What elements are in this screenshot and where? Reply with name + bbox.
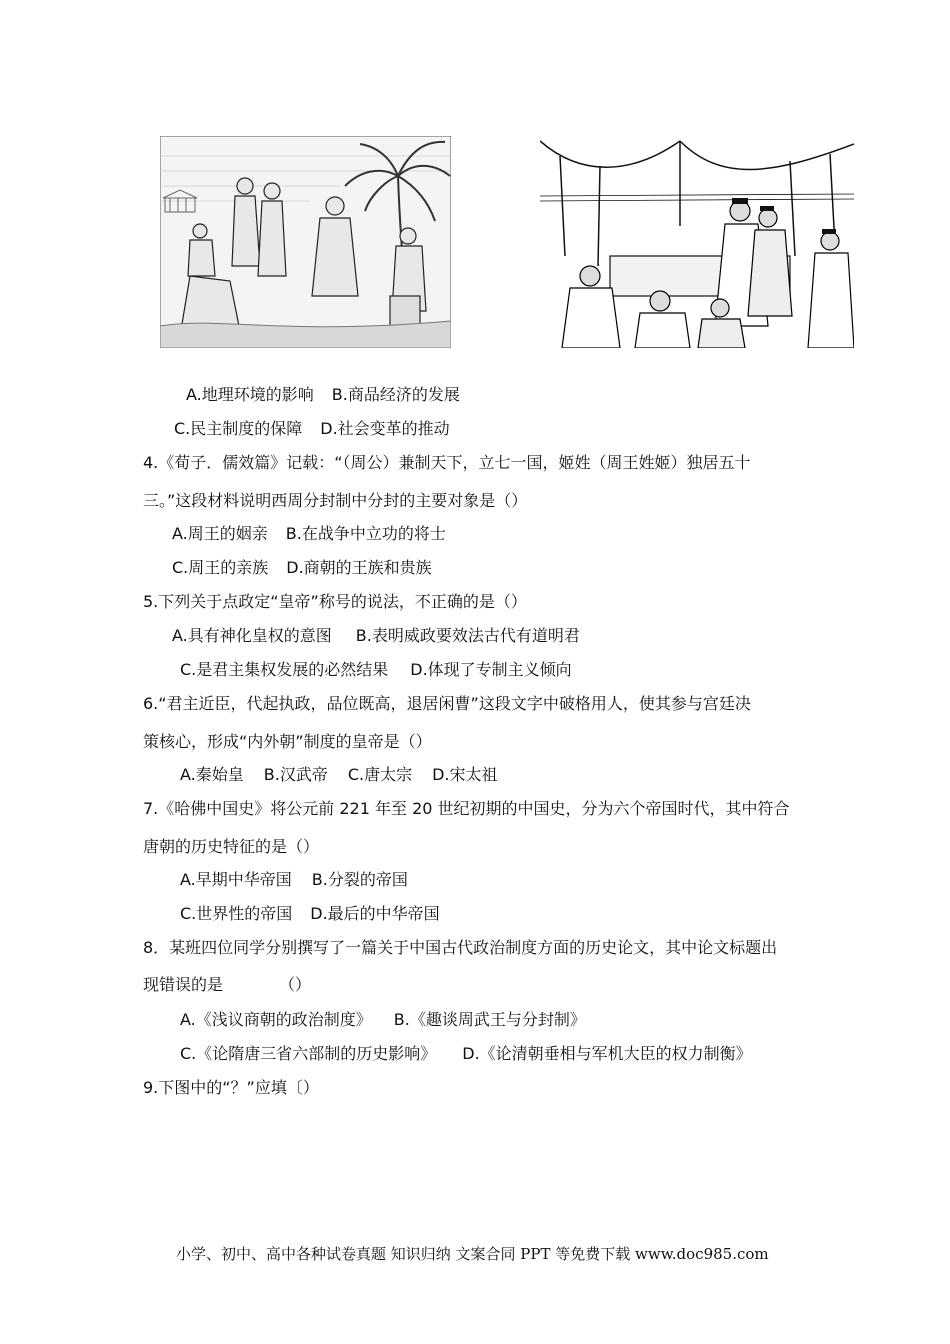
- q8-option-a[interactable]: A.《浅议商朝的政治制度》: [180, 1010, 372, 1029]
- chinese-court-image: [540, 136, 854, 348]
- q6-option-c[interactable]: C.唐太宗: [347, 765, 413, 784]
- q7-option-d[interactable]: D.最后的中华帝国: [310, 904, 440, 923]
- q4-stem-line-1: 4.《荀子．儒效篇》记载：“（周公）兼制天下，立七一国，姬姓（周王姓姬）独居五十: [143, 453, 751, 472]
- q3-options-row-2: [174, 419, 450, 439]
- q8-option-d[interactable]: D.《论清朝垂相与军机大臣的权力制衡》: [462, 1044, 752, 1063]
- q8-options-row-2: [180, 1044, 752, 1064]
- q3-options-row-1: [186, 385, 460, 405]
- q7-stem-line-1: 7.《哈佛中国史》将公元前 221 年至 20 世纪初期的中国史，分为六个帝国时代，其中符合: [143, 799, 790, 818]
- q6-stem-line-2: 策核心，形成“内外朝”制度的皇帝是（）: [143, 732, 432, 751]
- page-footer: 小学、初中、高中各种试卷真题 知识归纳 文案合同 PPT 等免费下载 www.doc985.com: [176, 1245, 769, 1263]
- q3-option-b[interactable]: B.商品经济的发展: [331, 385, 460, 404]
- q8-stem-text: 现错误的是: [143, 975, 224, 994]
- q7-stem-line-2: 唐朝的历史特征的是（）: [143, 837, 320, 856]
- q7-option-c[interactable]: C.世界性的帝国: [180, 904, 293, 923]
- q3-option-c[interactable]: C.民主制度的保障: [174, 419, 303, 438]
- q6-options-row: [180, 765, 498, 785]
- q9-stem: 9.下图中的“？”应填〔）: [143, 1078, 319, 1097]
- q8-options-row-1: [180, 1010, 586, 1030]
- q6-stem-line-1: 6.“君主近臣，代起执政，品位既高，退居闲曹”这段文字中破格用人，使其参与宫廷决: [143, 694, 751, 713]
- q4-options-row-2: [172, 558, 432, 578]
- q4-option-a[interactable]: A.周王的姻亲: [172, 524, 268, 543]
- q4-stem-line-2: 三。”这段材料说明西周分封制中分封的主要对象是（）: [143, 491, 528, 510]
- q5-stem: 5.下列关于点政定“皇帝”称号的说法，不正确的是（）: [143, 592, 527, 611]
- court-scene-drawing: [540, 136, 854, 348]
- q4-options-row-1: [172, 524, 446, 544]
- greek-scene-image: [160, 136, 451, 348]
- q5-option-d[interactable]: D.体现了专制主义倾向: [410, 660, 572, 679]
- q5-option-b[interactable]: B.表明威政要效法古代有道明君: [355, 626, 580, 645]
- q8-answer-paren: （）: [279, 975, 312, 994]
- q7-option-b[interactable]: B.分裂的帝国: [311, 870, 408, 889]
- q5-option-c[interactable]: C.是君主集权发展的必然结果: [180, 660, 389, 679]
- q3-option-d[interactable]: D.社会变革的推动: [320, 419, 450, 438]
- q8-stem-line-1: 8．某班四位同学分别撰写了一篇关于中国古代政治制度方面的历史论文，其中论文标题出: [143, 938, 778, 957]
- greek-scene-drawing: [160, 136, 451, 348]
- q7-option-a[interactable]: A.早期中华帝国: [180, 870, 292, 889]
- q8-option-b[interactable]: B.《趣谈周武王与分封制》: [393, 1010, 586, 1029]
- q6-option-b[interactable]: B.汉武帝: [263, 765, 328, 784]
- q5-options-row-1: [172, 626, 580, 646]
- q8-option-c[interactable]: C.《论隋唐三省六部制的历史影响》: [180, 1044, 437, 1063]
- q7-options-row-1: [180, 870, 408, 890]
- q6-option-d[interactable]: D.宋太祖: [432, 765, 498, 784]
- q3-option-a[interactable]: A.地理环境的影响: [186, 385, 314, 404]
- q6-option-a[interactable]: A.秦始皇: [180, 765, 244, 784]
- q7-options-row-2: [180, 904, 440, 924]
- q4-option-b[interactable]: B.在战争中立功的将士: [285, 524, 446, 543]
- q4-option-d[interactable]: D.商朝的王族和贵族: [286, 558, 432, 577]
- q4-option-c[interactable]: C.周王的亲族: [172, 558, 269, 577]
- q5-option-a[interactable]: A.具有神化皇权的意图: [172, 626, 332, 645]
- q5-options-row-2: [180, 660, 572, 680]
- q8-stem-line-2: [143, 975, 311, 995]
